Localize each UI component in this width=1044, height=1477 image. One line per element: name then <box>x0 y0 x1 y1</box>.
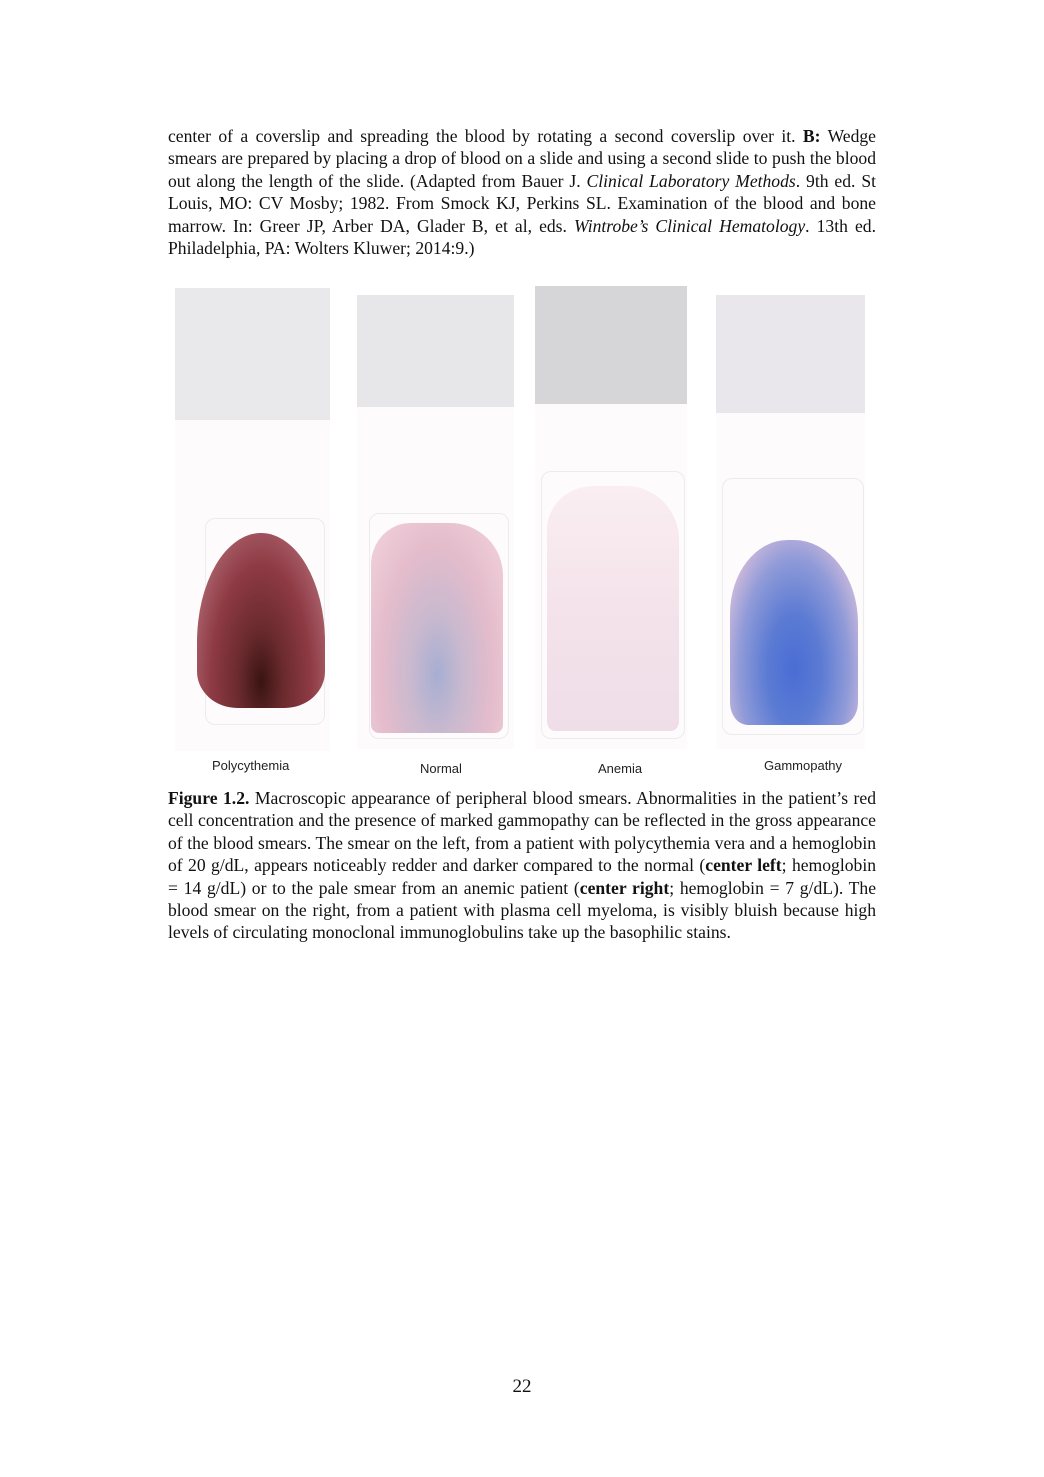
blood-smear-figure <box>168 283 878 778</box>
figure-caption <box>168 787 876 944</box>
body-text: Wedge smears are prepared by placing a drop of blood on a slide and using a second slide to push the blood out along the length of the slide. (Adapted from Bauer J. <box>168 126 876 191</box>
panel-b-label: B: <box>802 126 821 146</box>
slide-gammopathy <box>716 295 865 749</box>
slide-label-normal: Normal <box>420 761 462 776</box>
slide-label-anemia: Anemia <box>598 761 643 776</box>
book-title: Clinical Laboratory Methods <box>586 170 796 191</box>
frosted-label-area <box>357 295 514 407</box>
figure-label: Figure 1.2. <box>168 788 250 808</box>
body-text: . 9th ed. St Louis, MO: CV Mosby; 1982. From Smock KJ, Perkins SL. Examination of the blood and bone marrow. In: Greer JP, Arber DA, Glader B, et al, eds. <box>168 170 876 236</box>
slide-normal <box>357 295 514 749</box>
book-title: Wintrobe’s Clinical Hematology <box>574 215 806 236</box>
smear-anemia <box>547 486 679 731</box>
caption-emphasis: center right <box>579 877 670 898</box>
body-text: . 13th ed. Philadelphia, PA: Wolters Kluwer; 2014:9.) <box>168 215 876 259</box>
smear-gammopathy <box>730 540 858 725</box>
page-number: 22 <box>512 1376 532 1397</box>
frosted-label-area <box>716 295 865 413</box>
slide-anemia <box>535 286 687 749</box>
slide-label-gammopathy: Gammopathy <box>764 758 843 773</box>
frosted-label-area <box>175 288 330 420</box>
slide-label-polycythemia: Polycythemia <box>212 758 290 773</box>
caption-emphasis: center left <box>705 855 782 876</box>
body-text: center of a coverslip and spreading the blood by rotating a second coverslip over it. <box>168 126 803 146</box>
body-paragraph <box>168 125 876 259</box>
smear-normal <box>371 523 503 733</box>
frosted-label-area <box>535 286 687 404</box>
caption-text: Macroscopic appearance of peripheral blood smears. Abnormalities in the patient’s red cell concentration and the presence of marked gammopathy can be reflected in the gross appearance of the blood smears. The smear on the left, from a patient with polycythemia vera and a hemoglobin of 20 g/dL, appears noticeably redder and darker compared to the normal ( <box>168 788 876 876</box>
slide-polycythemia <box>175 288 330 751</box>
caption-text: ; hemoglobin = 14 g/dL) or to the pale smear from an anemic patient ( <box>168 855 877 898</box>
caption-text: ; hemoglobin = 7 g/dL). The blood smear on the right, from a patient with plasma cell myeloma, is visibly bluish because high levels of circulating monoclonal immunoglobulins take up the basophilic stains. <box>168 877 876 943</box>
